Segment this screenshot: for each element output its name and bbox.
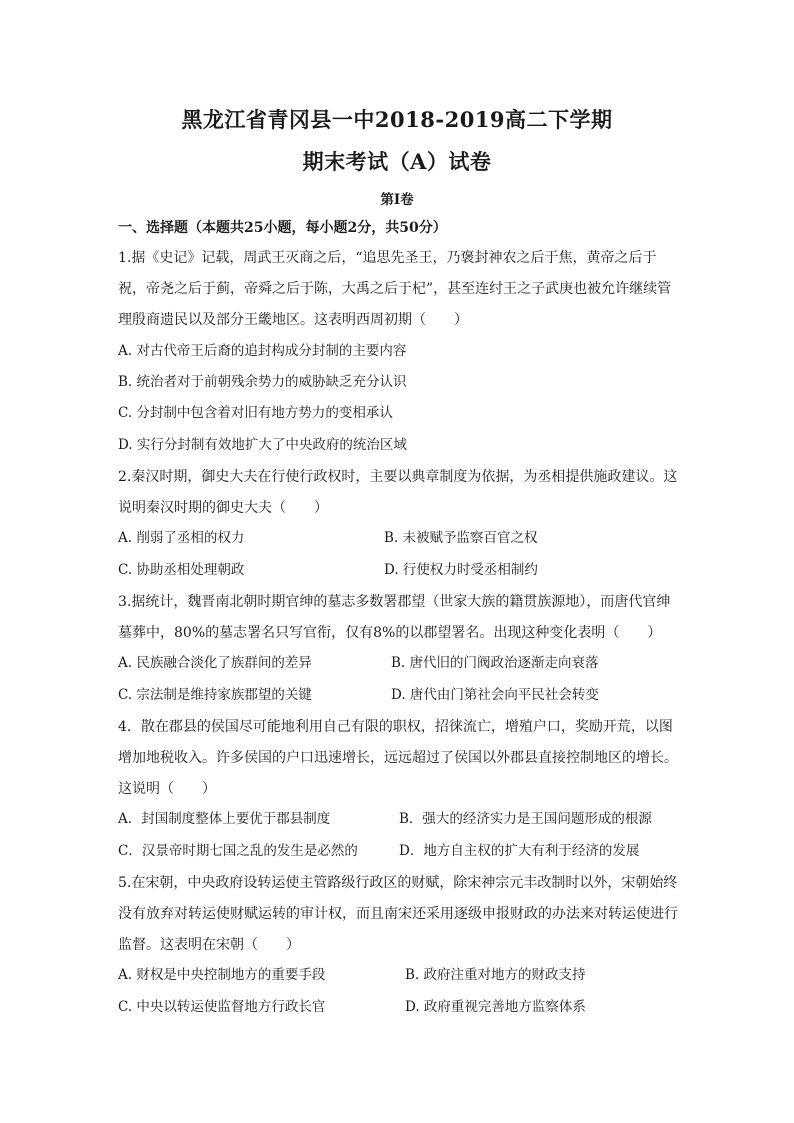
exam-title-line2: 期末考试（A）试卷	[302, 149, 492, 174]
question-4-option-c: C．汉景帝时期七国之乱的发生是必然的	[118, 843, 358, 859]
question-1-option-b: B. 统治者对于前朝残余势力的威胁缺乏充分认识	[118, 374, 407, 390]
question-4-stem: 4．散在郡县的侯国尽可能地利用自己有限的职权，招徕流亡，增殖户口，奖励开荒，以图增加地税收入。许多侯国的户口迅速增长，远远超过了侯国以外郡县直接控制地区的增长。这说明（ ）	[118, 719, 678, 797]
question-5-stem: 5.在宋朝，中央政府设转运使主管路级行政区的财赋，除宋神宗元丰改制时以外，宋朝始终没有放弃对转运使财赋运转的审计权，而且南宋还采用逐级申报财政的办法来对转运使进行监督。这表明在宋朝（ ）	[118, 875, 678, 953]
question-2-option-a: A. 削弱了丞相的权力	[118, 530, 245, 546]
question-1-option-c: C. 分封制中包含着对旧有地方势力的变相承认	[118, 405, 393, 421]
question-4-option-d: D．地方自主权的扩大有利于经济的发展	[399, 843, 640, 859]
question-5-option-b: B. 政府注重对地方的财政支持	[405, 967, 586, 983]
question-1-option-d: D. 实行分封制有效地扩大了中央政府的统治区域	[118, 437, 407, 453]
question-2-stem: 2.秦汉时期，御史大夫在行使行政权时，主要以典章制度为依据，为丞相提供施政建议。这说明秦汉时期的御史大夫（ ）	[118, 469, 678, 516]
question-2-option-d: D. 行使权力时受丞相制约	[384, 562, 538, 578]
question-5-option-a: A. 财权是中央控制地方的重要手段	[118, 967, 326, 983]
question-1-option-a: A. 对古代帝王后裔的追封构成分封制的主要内容	[118, 343, 407, 359]
question-3-option-a: A. 民族融合淡化了族群间的差异	[118, 655, 312, 671]
question-3-option-b: B. 唐代旧的门阀政治逐渐走向衰落	[391, 655, 599, 671]
question-5-option-d: D. 政府重视完善地方监察体系	[405, 999, 586, 1015]
question-5-option-c: C. 中央以转运使监督地方行政长官	[118, 999, 326, 1015]
section-heading: 一、选择题（本题共25小题，每小题2分，共50分）	[118, 220, 447, 236]
question-3-option-d: D. 唐代由门第社会向平民社会转变	[391, 687, 599, 703]
exam-title-line1: 黑龙江省青冈县一中2018-2019高二下学期	[181, 107, 613, 132]
question-4-option-b: B．强大的经济实力是王国问题形成的根源	[399, 811, 652, 827]
question-2-option-b: B. 未被赋予监察百官之权	[384, 530, 538, 546]
question-3-option-c: C. 宗法制是维持家族郡望的关键	[118, 687, 312, 703]
question-4-option-a: A．封国制度整体上要优于郡县制度	[118, 811, 331, 827]
question-3-stem: 3.据统计，魏晋南北朝时期官绅的墓志多数署郡望（世家大族的籍贯族源地），而唐代官绅墓葬中，80%的墓志署名只写官衔，仅有8%的以郡望署名。出现这种变化表明（ ）	[118, 594, 671, 641]
question-1-stem: 1.据《史记》记载，周武王灭商之后，“追思先圣王，乃褒封神农之后于焦，黄帝之后于祝，帝尧之后于蓟，帝舜之后于陈，大禹之后于杞”，甚至连纣王之子武庚也被允许继续管理殷商遗民以及部分王畿地区。这表明西周初期（ ）	[118, 250, 672, 328]
volume-label: 第Ⅰ卷	[380, 192, 414, 208]
question-2-option-c: C. 协助丞相处理朝政	[118, 562, 245, 578]
